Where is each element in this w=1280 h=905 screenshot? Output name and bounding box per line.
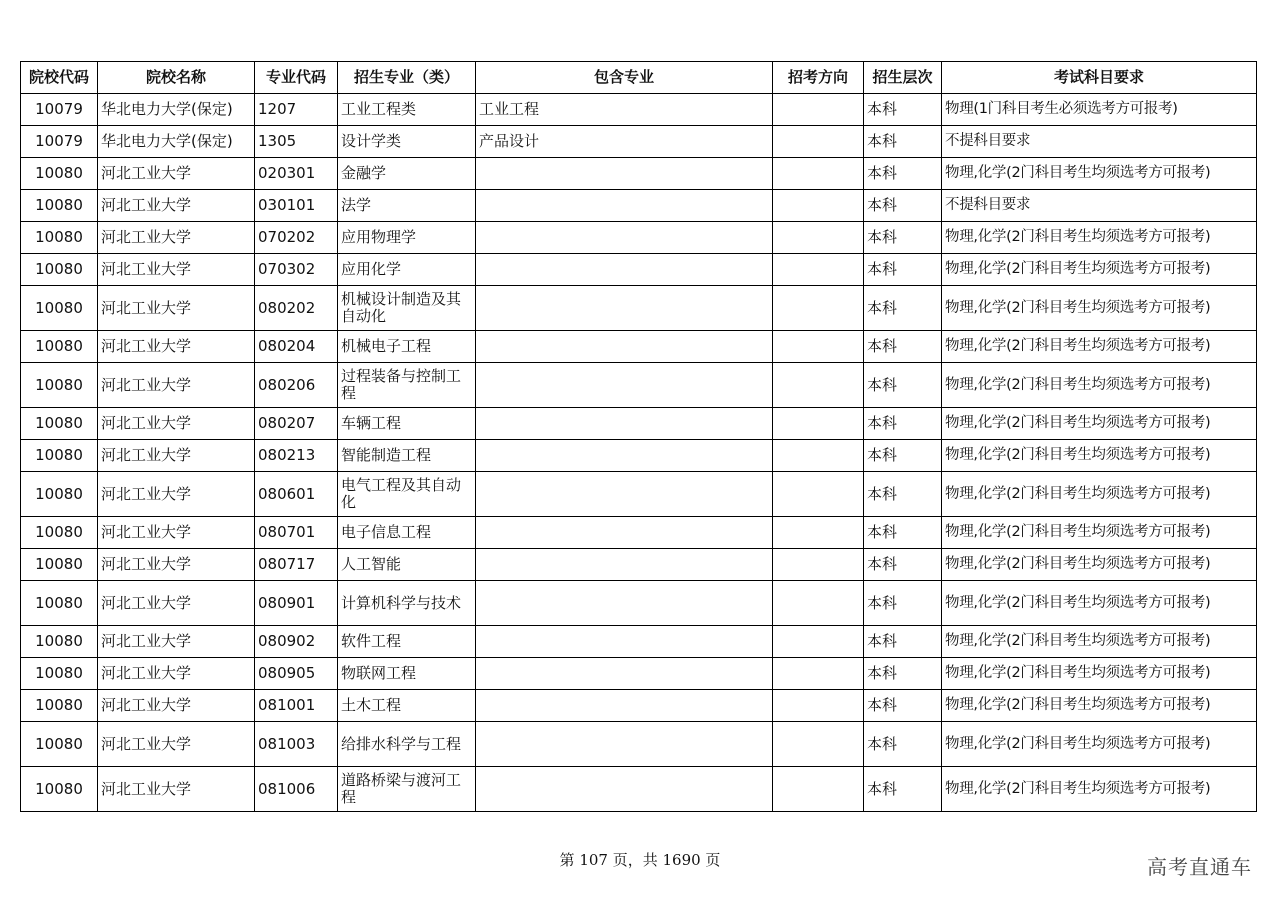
header-direction: 招考方向 [773, 62, 864, 94]
table-row [21, 94, 1257, 126]
cell-major: 物联网工程 [338, 658, 476, 690]
cell-subject-requirement: 物理,化学(2门科目考生均须选考方可报考) [942, 472, 1257, 517]
cell-included-majors [476, 472, 773, 517]
cell-school-name: 河北工业大学 [98, 363, 255, 408]
cell-included-majors [476, 690, 773, 722]
admission-requirements-table [20, 61, 1257, 812]
cell-major: 给排水科学与工程 [338, 722, 476, 767]
cell-school-code: 10080 [21, 190, 98, 222]
table-row [21, 517, 1257, 549]
cell-direction [773, 690, 864, 722]
cell-major: 应用化学 [338, 254, 476, 286]
cell-school-name: 河北工业大学 [98, 408, 255, 440]
cell-school-name: 河北工业大学 [98, 286, 255, 331]
table-row [21, 440, 1257, 472]
cell-included-majors [476, 331, 773, 363]
cell-major-code: 081003 [255, 722, 338, 767]
cell-major-code: 080213 [255, 440, 338, 472]
cell-major-code: 080204 [255, 331, 338, 363]
cell-subject-requirement: 物理,化学(2门科目考生均须选考方可报考) [942, 222, 1257, 254]
cell-included-majors [476, 767, 773, 812]
table-row [21, 690, 1257, 722]
cell-school-name: 河北工业大学 [98, 190, 255, 222]
table-row [21, 254, 1257, 286]
cell-subject-requirement: 物理,化学(2门科目考生均须选考方可报考) [942, 658, 1257, 690]
cell-included-majors [476, 581, 773, 626]
header-school-name: 院校名称 [98, 62, 255, 94]
cell-major: 应用物理学 [338, 222, 476, 254]
cell-direction [773, 222, 864, 254]
cell-school-code: 10079 [21, 126, 98, 158]
cell-direction [773, 767, 864, 812]
cell-school-code: 10080 [21, 722, 98, 767]
cell-subject-requirement: 不提科目要求 [942, 126, 1257, 158]
cell-level: 本科 [864, 722, 942, 767]
cell-major-code: 080902 [255, 626, 338, 658]
cell-school-name: 华北电力大学(保定) [98, 126, 255, 158]
cell-level: 本科 [864, 581, 942, 626]
cell-level: 本科 [864, 158, 942, 190]
cell-school-code: 10080 [21, 363, 98, 408]
cell-direction [773, 286, 864, 331]
cell-major: 工业工程类 [338, 94, 476, 126]
table-row [21, 331, 1257, 363]
cell-subject-requirement: 物理,化学(2门科目考生均须选考方可报考) [942, 549, 1257, 581]
cell-school-code: 10080 [21, 286, 98, 331]
cell-level: 本科 [864, 190, 942, 222]
cell-included-majors [476, 722, 773, 767]
cell-school-name: 河北工业大学 [98, 549, 255, 581]
cell-subject-requirement: 物理,化学(2门科目考生均须选考方可报考) [942, 158, 1257, 190]
header-level: 招生层次 [864, 62, 942, 94]
header-major-code: 专业代码 [255, 62, 338, 94]
cell-school-name: 河北工业大学 [98, 254, 255, 286]
cell-direction [773, 722, 864, 767]
cell-major: 电气工程及其自动化 [338, 472, 476, 517]
table-header-row [21, 62, 1257, 94]
cell-direction [773, 549, 864, 581]
cell-major: 人工智能 [338, 549, 476, 581]
table-row [21, 549, 1257, 581]
cell-major: 机械电子工程 [338, 331, 476, 363]
cell-school-name: 河北工业大学 [98, 517, 255, 549]
cell-subject-requirement: 物理,化学(2门科目考生均须选考方可报考) [942, 363, 1257, 408]
cell-major: 法学 [338, 190, 476, 222]
cell-school-code: 10080 [21, 581, 98, 626]
cell-major: 智能制造工程 [338, 440, 476, 472]
cell-major: 土木工程 [338, 690, 476, 722]
cell-school-name: 河北工业大学 [98, 331, 255, 363]
cell-subject-requirement: 物理,化学(2门科目考生均须选考方可报考) [942, 286, 1257, 331]
cell-level: 本科 [864, 549, 942, 581]
cell-subject-requirement: 物理,化学(2门科目考生均须选考方可报考) [942, 722, 1257, 767]
cell-major-code: 080601 [255, 472, 338, 517]
cell-school-name: 河北工业大学 [98, 767, 255, 812]
cell-major-code: 070202 [255, 222, 338, 254]
cell-direction [773, 94, 864, 126]
cell-major-code: 070302 [255, 254, 338, 286]
cell-school-name: 河北工业大学 [98, 222, 255, 254]
table-row [21, 722, 1257, 767]
cell-major-code: 020301 [255, 158, 338, 190]
table-body [21, 94, 1257, 812]
cell-level: 本科 [864, 767, 942, 812]
cell-included-majors [476, 517, 773, 549]
table-row [21, 286, 1257, 331]
cell-subject-requirement: 物理,化学(2门科目考生均须选考方可报考) [942, 767, 1257, 812]
cell-direction [773, 658, 864, 690]
cell-school-code: 10080 [21, 331, 98, 363]
cell-included-majors: 产品设计 [476, 126, 773, 158]
page-number: 第 107 页，共 1690 页 [559, 851, 721, 869]
cell-included-majors [476, 440, 773, 472]
cell-subject-requirement: 物理,化学(2门科目考生均须选考方可报考) [942, 331, 1257, 363]
cell-direction [773, 158, 864, 190]
cell-major: 过程装备与控制工程 [338, 363, 476, 408]
cell-level: 本科 [864, 331, 942, 363]
cell-included-majors [476, 286, 773, 331]
cell-subject-requirement: 物理,化学(2门科目考生均须选考方可报考) [942, 626, 1257, 658]
cell-major-code: 080717 [255, 549, 338, 581]
cell-direction [773, 331, 864, 363]
cell-level: 本科 [864, 126, 942, 158]
cell-major: 软件工程 [338, 626, 476, 658]
table-row [21, 363, 1257, 408]
cell-school-name: 河北工业大学 [98, 440, 255, 472]
header-school-code: 院校代码 [21, 62, 98, 94]
cell-included-majors: 工业工程 [476, 94, 773, 126]
cell-school-name: 河北工业大学 [98, 158, 255, 190]
cell-school-code: 10080 [21, 158, 98, 190]
cell-included-majors [476, 190, 773, 222]
cell-major-code: 080206 [255, 363, 338, 408]
cell-level: 本科 [864, 658, 942, 690]
cell-included-majors [476, 222, 773, 254]
cell-school-code: 10080 [21, 658, 98, 690]
table-row [21, 408, 1257, 440]
cell-school-name: 华北电力大学(保定) [98, 94, 255, 126]
cell-major-code: 080901 [255, 581, 338, 626]
cell-level: 本科 [864, 408, 942, 440]
cell-level: 本科 [864, 286, 942, 331]
cell-school-name: 河北工业大学 [98, 690, 255, 722]
cell-major-code: 081006 [255, 767, 338, 812]
cell-school-code: 10080 [21, 767, 98, 812]
cell-school-code: 10080 [21, 472, 98, 517]
table-row [21, 472, 1257, 517]
cell-subject-requirement: 物理,化学(2门科目考生均须选考方可报考) [942, 690, 1257, 722]
cell-direction [773, 363, 864, 408]
cell-subject-requirement: 物理,化学(2门科目考生均须选考方可报考) [942, 254, 1257, 286]
cell-direction [773, 581, 864, 626]
cell-major-code: 080905 [255, 658, 338, 690]
cell-school-code: 10080 [21, 254, 98, 286]
cell-direction [773, 408, 864, 440]
cell-direction [773, 254, 864, 286]
cell-major: 电子信息工程 [338, 517, 476, 549]
cell-major: 车辆工程 [338, 408, 476, 440]
watermark-logo-text: 高考直通车 [1147, 855, 1252, 879]
cell-direction [773, 472, 864, 517]
cell-level: 本科 [864, 94, 942, 126]
cell-major: 金融学 [338, 158, 476, 190]
cell-included-majors [476, 363, 773, 408]
cell-level: 本科 [864, 690, 942, 722]
header-included-majors: 包含专业 [476, 62, 773, 94]
cell-level: 本科 [864, 626, 942, 658]
table-row [21, 126, 1257, 158]
cell-subject-requirement: 物理,化学(2门科目考生均须选考方可报考) [942, 408, 1257, 440]
cell-major-code: 080701 [255, 517, 338, 549]
cell-included-majors [476, 549, 773, 581]
cell-school-name: 河北工业大学 [98, 581, 255, 626]
cell-school-name: 河北工业大学 [98, 472, 255, 517]
cell-school-code: 10080 [21, 549, 98, 581]
cell-school-code: 10080 [21, 690, 98, 722]
table-row [21, 767, 1257, 812]
cell-level: 本科 [864, 222, 942, 254]
cell-level: 本科 [864, 440, 942, 472]
cell-school-name: 河北工业大学 [98, 626, 255, 658]
header-subject-requirement: 考试科目要求 [942, 62, 1257, 94]
cell-included-majors [476, 626, 773, 658]
cell-direction [773, 626, 864, 658]
cell-direction [773, 440, 864, 472]
cell-subject-requirement: 不提科目要求 [942, 190, 1257, 222]
cell-subject-requirement: 物理(1门科目考生必须选考方可报考) [942, 94, 1257, 126]
cell-subject-requirement: 物理,化学(2门科目考生均须选考方可报考) [942, 517, 1257, 549]
cell-included-majors [476, 158, 773, 190]
cell-school-code: 10080 [21, 440, 98, 472]
cell-major-code: 080202 [255, 286, 338, 331]
cell-major-code: 030101 [255, 190, 338, 222]
cell-direction [773, 190, 864, 222]
cell-major: 道路桥梁与渡河工程 [338, 767, 476, 812]
table-row [21, 158, 1257, 190]
cell-included-majors [476, 254, 773, 286]
cell-school-code: 10080 [21, 626, 98, 658]
cell-level: 本科 [864, 472, 942, 517]
table-row [21, 222, 1257, 254]
cell-level: 本科 [864, 254, 942, 286]
cell-major-code: 1305 [255, 126, 338, 158]
cell-major: 机械设计制造及其自动化 [338, 286, 476, 331]
cell-subject-requirement: 物理,化学(2门科目考生均须选考方可报考) [942, 440, 1257, 472]
cell-major-code: 080207 [255, 408, 338, 440]
header-major: 招生专业（类） [338, 62, 476, 94]
cell-major-code: 1207 [255, 94, 338, 126]
cell-school-code: 10080 [21, 408, 98, 440]
cell-subject-requirement: 物理,化学(2门科目考生均须选考方可报考) [942, 581, 1257, 626]
table-row [21, 626, 1257, 658]
table-row [21, 581, 1257, 626]
cell-included-majors [476, 408, 773, 440]
cell-level: 本科 [864, 363, 942, 408]
cell-school-name: 河北工业大学 [98, 722, 255, 767]
cell-school-code: 10079 [21, 94, 98, 126]
cell-major-code: 081001 [255, 690, 338, 722]
cell-included-majors [476, 658, 773, 690]
table-row [21, 190, 1257, 222]
cell-school-code: 10080 [21, 222, 98, 254]
cell-level: 本科 [864, 517, 942, 549]
cell-major: 计算机科学与技术 [338, 581, 476, 626]
table-row [21, 658, 1257, 690]
cell-major: 设计学类 [338, 126, 476, 158]
cell-school-name: 河北工业大学 [98, 658, 255, 690]
cell-direction [773, 126, 864, 158]
cell-school-code: 10080 [21, 517, 98, 549]
cell-direction [773, 517, 864, 549]
